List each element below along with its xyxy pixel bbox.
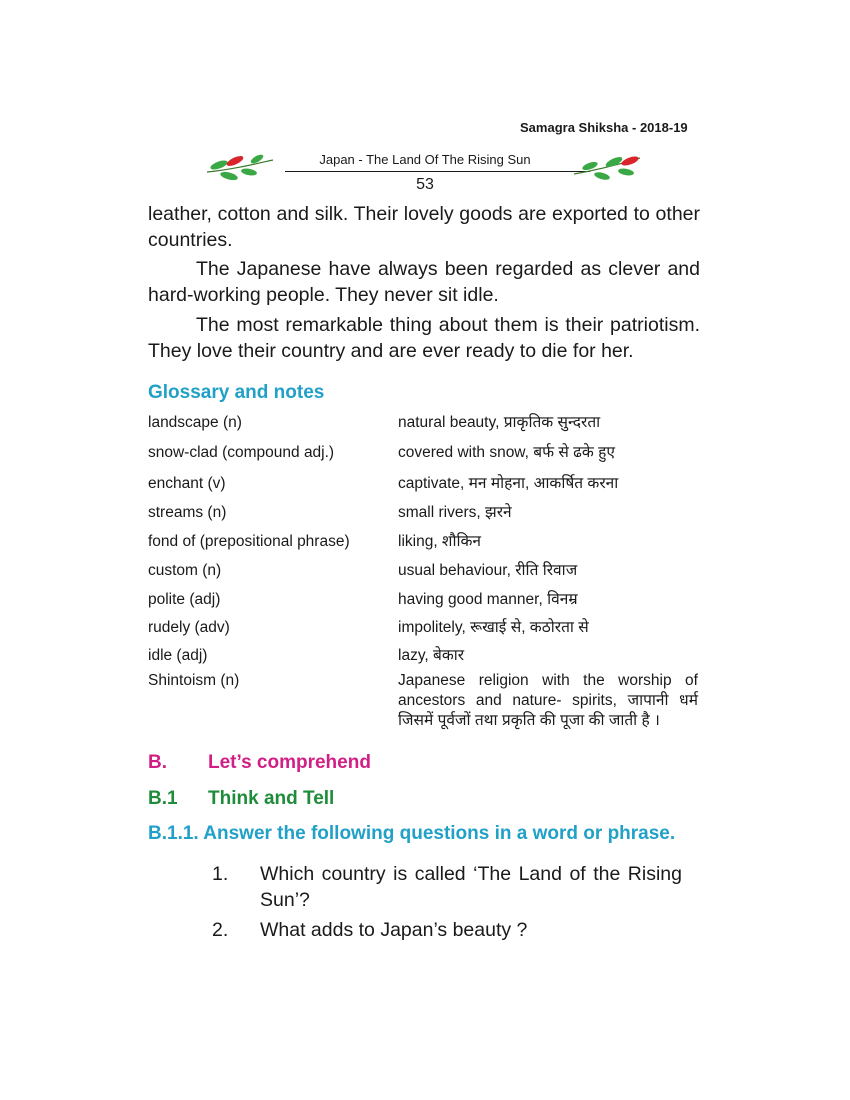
section-b-number: B. — [148, 752, 167, 773]
glossary-meaning: natural beauty, प्राकृतिक सुन्दरता — [398, 414, 601, 431]
chapter-title: Japan - The Land Of The Rising Sun — [319, 152, 531, 167]
glossary-meaning: covered with snow, बर्फ से ढके हुए — [398, 444, 615, 461]
leaf-ornament-left-icon — [205, 152, 275, 182]
glossary-term: Shintoism (n) — [148, 672, 240, 689]
glossary-meaning: captivate, मन मोहना, आकर्षित करना — [398, 475, 619, 492]
glossary-term: idle (adj) — [148, 647, 208, 664]
glossary-meaning: liking, शौकिन — [398, 533, 482, 550]
glossary-term: streams (n) — [148, 504, 227, 521]
question-number: 2. — [212, 919, 229, 941]
paragraph-2: The Japanese have always been regarded as clever and hard-working people. They never sit idle. — [148, 258, 700, 306]
glossary-meaning: having good manner, विनम्र — [398, 591, 578, 608]
question-number: 1. — [212, 863, 229, 885]
glossary-meaning: impolitely, रूखाई से, कठोरता से — [398, 619, 589, 636]
glossary-heading: Glossary and notes — [148, 382, 325, 403]
glossary-term: snow-clad (compound adj.) — [148, 444, 335, 461]
section-b1-title: Think and Tell — [208, 788, 335, 809]
page-number: 53 — [416, 176, 434, 193]
glossary-term: enchant (v) — [148, 475, 226, 492]
paragraph-1: leather, cotton and silk. Their lovely goods are exported to other countries. — [148, 203, 700, 251]
leaf-ornament-right-icon — [572, 152, 642, 182]
glossary-term: fond of (prepositional phrase) — [148, 533, 350, 550]
glossary-meaning: lazy, बेकार — [398, 647, 465, 664]
glossary-term: rudely (adv) — [148, 619, 230, 636]
glossary-term: polite (adj) — [148, 591, 221, 608]
glossary-term: custom (n) — [148, 562, 222, 579]
section-b111-heading: B.1.1. Answer the following questions in a word or phrase. — [148, 823, 676, 844]
glossary-meaning: Japanese religion with the worship of ancestors and nature- spirits, जापानी धर्म जिसमें पूर्वजों तथा प्रकृति की पूजा की जाती है । — [398, 672, 698, 729]
section-b-title: Let’s comprehend — [208, 752, 371, 773]
glossary-term: landscape (n) — [148, 414, 242, 431]
paragraph-3: The most remarkable thing about them is their patriotism. They love their country and are ever ready to die for her. — [148, 314, 700, 362]
glossary-meaning: usual behaviour, रीति रिवाज — [398, 562, 578, 579]
series-title: Samagra Shiksha - 2018-19 — [520, 120, 688, 135]
question-text: What adds to Japan’s beauty ? — [260, 919, 528, 941]
question-text: Which country is called ‘The Land of the Rising Sun’? — [260, 863, 682, 911]
section-b1-number: B.1 — [148, 788, 178, 809]
header-rule — [285, 171, 590, 172]
glossary-meaning: small rivers, झरने — [398, 504, 512, 521]
